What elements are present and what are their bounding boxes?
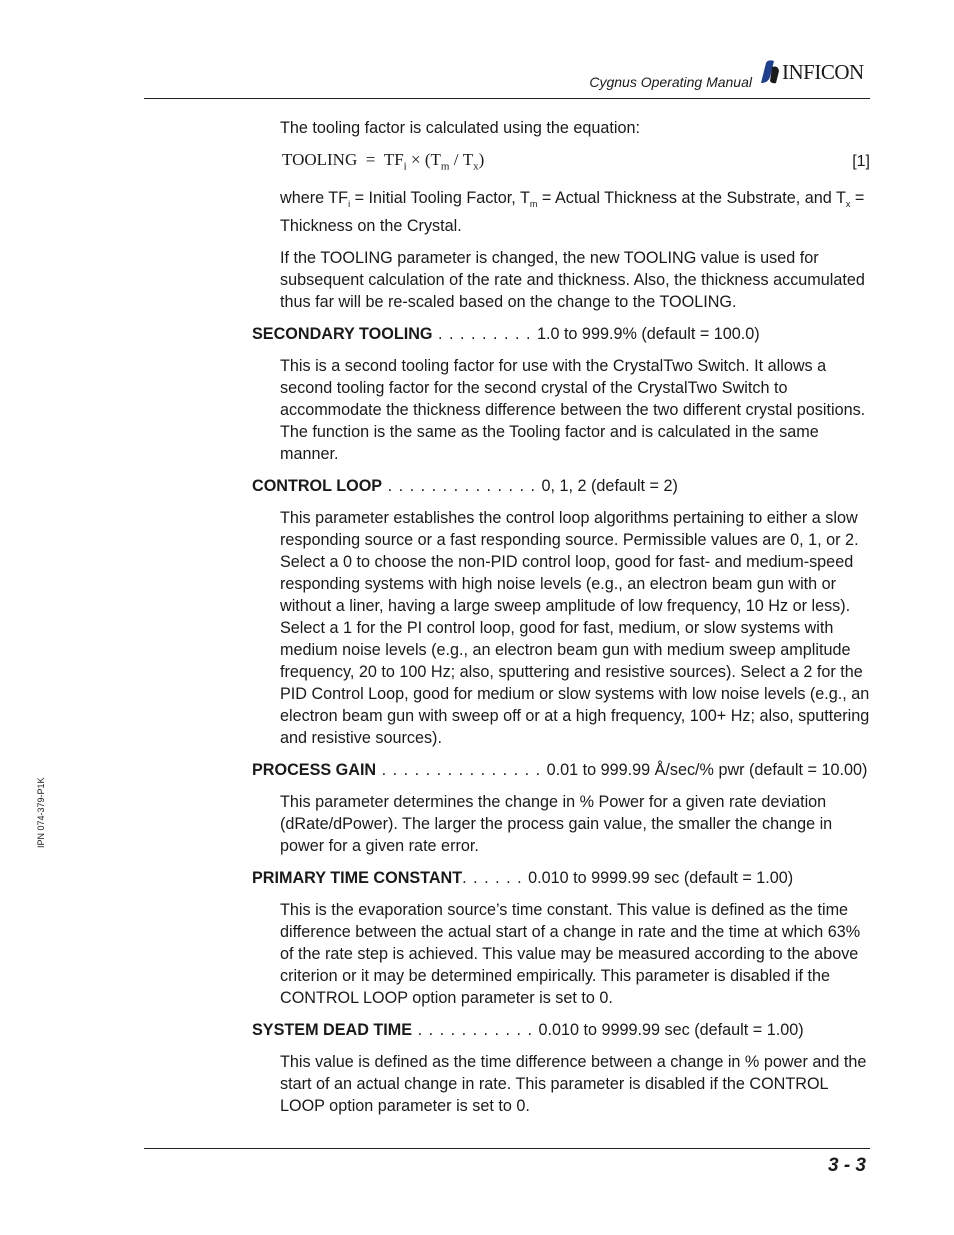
param-heading-control-loop: CONTROL LOOP . . . . . . . . . . . . . . 0, 1, 2 (default = 2) <box>252 477 678 496</box>
manual-title: Cygnus Operating Manual <box>589 74 752 90</box>
param-heading-process-gain: PROCESS GAIN . . . . . . . . . . . . . . . 0.01 to 999.99 Å/sec/% pwr (default = 10.00) <box>252 761 868 780</box>
header-rule <box>144 98 870 99</box>
param-desc-process-gain: This parameter determines the change in % Power for a given rate deviation (dRate/dPower). The larger the process gain value, the smaller the change in power for a given rate error. <box>280 793 833 856</box>
param-heading-secondary-tooling: SECONDARY TOOLING . . . . . . . . . 1.0 to 999.9% (default = 100.0) <box>252 325 760 344</box>
page-number: 3 - 3 <box>827 1155 866 1176</box>
page-content <box>252 117 872 1127</box>
intro-text: The tooling factor is calculated using the equation: <box>280 119 640 137</box>
equation-row <box>282 149 872 177</box>
param-desc-primary-time-constant: This is the evaporation source’s time constant. This value is defined as the time difference between the actual start of a change in rate and the time at which 63% of the rate step is achieved. This value may be measured according to the above criterion or it may be determined empirically. This parameter is disabled if the CONTROL LOOP option parameter is set to 0. <box>280 901 861 1008</box>
where-text: where $TF_i$ = Initial Tooling Factor, $T_m$ = Actual Thickness at the Substrate, and $T_x$ = Thickness on the Crystal. <box>280 189 865 236</box>
inficon-logo <box>758 58 864 86</box>
footer-rule <box>144 1148 870 1149</box>
param-heading-primary-time-constant: PRIMARY TIME CONSTANT. . . . . . 0.010 to 9999.99 sec (default = 1.00) <box>252 869 794 888</box>
equation-number: [1] <box>852 153 870 170</box>
param-desc-system-dead-time: This value is defined as the time difference between a change in % power and the start of an actual change in rate. This parameter is disabled if the CONTROL LOOP option parameter is set to 0. <box>280 1053 867 1116</box>
param-heading-system-dead-time: SYSTEM DEAD TIME . . . . . . . . . . . 0.010 to 9999.99 sec (default = 1.00) <box>252 1021 804 1040</box>
param-desc-control-loop: This parameter establishes the control loop algorithms pertaining to either a slow responding source or a fast responding source. Permissible values are 0, 1, or 2. Select a 0 to choose the non-PID control loop, good for fast- and medium-speed responding systems with high noise levels (e.g., an electron beam gun with or without a liner, having a large sweep amplitude of low frequency, 10 Hz or less). Select a 1 for the PI control loop, good for fast, medium, or slow systems with medium noise levels (e.g., an electron beam gun with medium sweep amplitude frequency, 20 to 100 Hz; also, sputtering and resistive sources). Select a 2 for the PID Control Loop, good for medium or slow systems with low noise levels (e.g., an electron beam gun with sweep off or at a high frequency, 100+ Hz; also, sputtering and resistive sources). <box>280 509 870 748</box>
logo-wordmark: INFICON <box>782 59 864 84</box>
inficon-logo-mark-icon <box>758 59 780 85</box>
ipn-label: IPN 074-379-P1K <box>36 777 46 848</box>
tooling-equation: TOOLING = $TF_i \times (T_m / T_x)$ <box>282 150 485 173</box>
tooling-change-text: If the TOOLING parameter is changed, the new TOOLING value is used for subsequent calculation of the rate and thickness. Also, the thickness accumulated thus far will be re-scaled based on the change to the TOOLING. <box>280 249 865 312</box>
param-desc-secondary-tooling: This is a second tooling factor for use with the CrystalTwo Switch. It allows a second tooling factor for the second crystal of the CrystalTwo Switch to accommodate the thickness difference between the two different crystal positions. The function is the same as the Tooling factor and is calculated in the same manner. <box>280 357 866 464</box>
